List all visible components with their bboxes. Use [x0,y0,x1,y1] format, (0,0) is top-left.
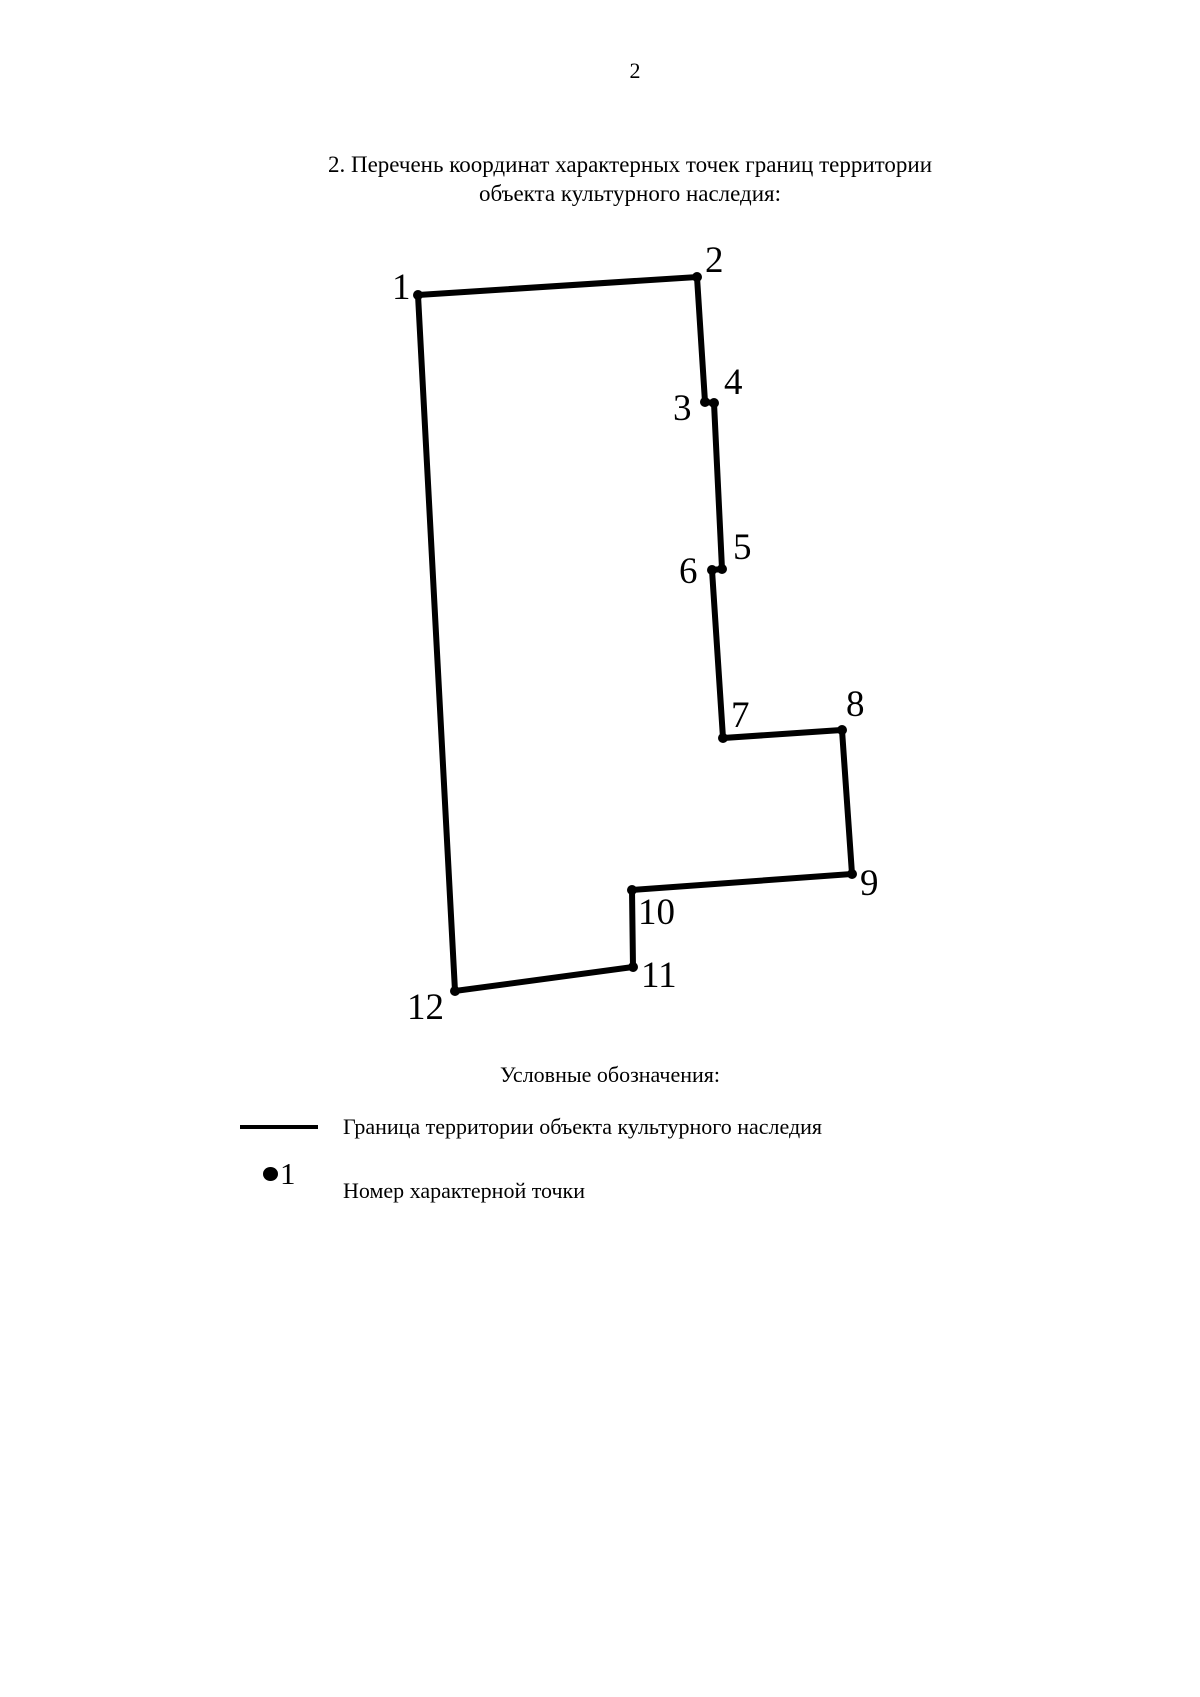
vertex-8 [837,725,847,735]
vertex-label-4: 4 [724,362,743,403]
vertex-11 [628,962,638,972]
point-marker-number: 1 [280,1156,296,1191]
vertex-6 [707,565,717,575]
boundary-outline [418,277,852,991]
vertex-10 [627,885,637,895]
vertex-label-12: 12 [407,987,444,1028]
heading-line-1: 2. Перечень координат характерных точек границ территории [327,152,933,177]
vertex-9 [847,869,857,879]
vertex-label-8: 8 [846,684,865,725]
vertex-1 [413,290,423,300]
vertex-label-3: 3 [673,388,692,429]
legend-point-label: Номер характерной точки [343,1178,585,1203]
boundary-vertices [413,272,857,996]
point-marker-symbol [263,1167,278,1181]
legend-boundary [238,1110,938,1150]
boundary-line-symbol [240,1125,318,1129]
legend-boundary-label: Граница территории объекта культурного наследия [343,1114,823,1139]
vertex-label-9: 9 [860,863,879,904]
page-number: 2 [629,58,641,83]
heading-line-2: объекта культурного наследия: [478,181,782,206]
vertex-label-7: 7 [731,695,750,736]
vertex-2 [692,272,702,282]
legend-point [238,1156,938,1203]
legend-title: Условные обозначения: [500,1062,721,1087]
vertex-5 [717,564,727,574]
vertex-7 [718,733,728,743]
vertex-12 [450,986,460,996]
vertex-label-2: 2 [705,240,724,281]
vertex-label-1: 1 [392,267,411,308]
vertex-3 [700,397,710,407]
vertex-4 [709,398,719,408]
vertex-label-10: 10 [638,892,675,933]
vertex-label-6: 6 [679,551,698,592]
vertex-label-5: 5 [733,527,752,568]
vertex-label-11: 11 [641,955,677,996]
